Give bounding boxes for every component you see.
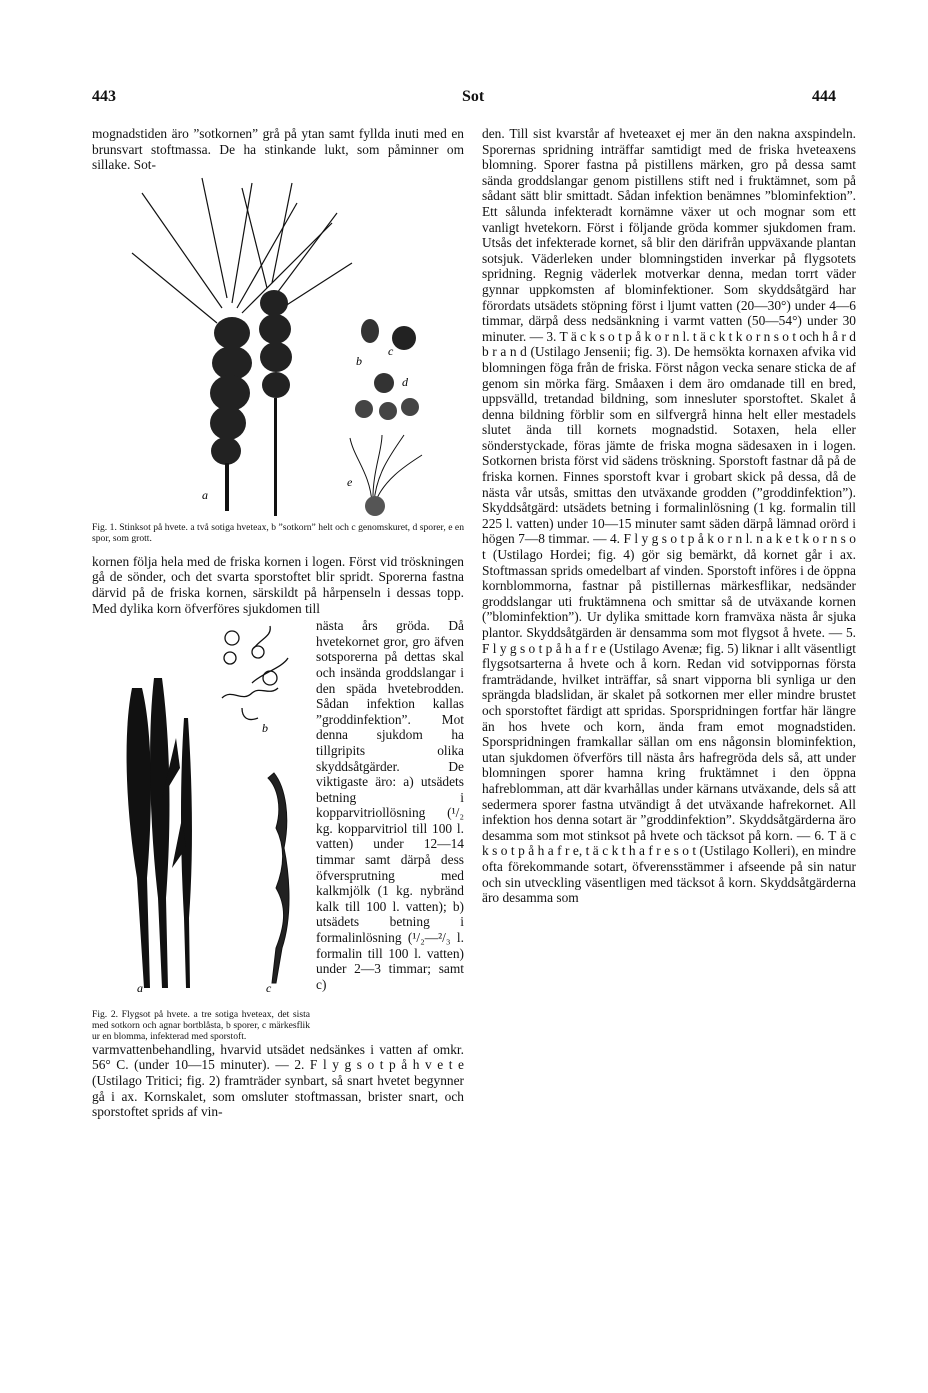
fig2-label-b: b [262,721,268,736]
figure-1-caption: Fig. 1. Stinksot på hvete. a två sotiga hveteax, b ”sotkorn” helt och c genomskuret, d sporer, e en spor, som grott. [92,521,464,544]
left-para-2: kornen följa hela med de friska kornen i logen. Först vid tröskningen gå de sönder, och det svarta sporstoftet blir spridt. Sporerna fastna därvid på de friska kornen, särskildt på hårpenseln i dessas topp. Med dylika korn öfverföres sjukdomen till [92,553,464,616]
right-column [482,126,856,906]
fig2-label-c: c [266,981,272,996]
fig2-label-a: a [137,981,143,996]
fig1-label-d: d [402,374,408,389]
running-title: Sot [462,88,485,105]
left-para-3: varmvattenbehandling, hvarvid utsädet nedsänkes i vatten af omkr. 56° C. (under 10—15 minuter). — 2. F l y g s o t p å h v e t e (Ustilago Tritici; fig. 2) framträder synbart, så snart hvetet begynner gå i ax. Kornskalet, som omsluter stoftmassan, brister snart, och sporstoftet sprids af vin- [92,1041,464,1120]
figure-1 [92,173,464,518]
figure-2 [92,618,310,1042]
figure-2-illustration [92,618,310,1003]
right-column-text: den. Till sist kvarstår af hveteaxet ej mer än den nakna axspindeln. Sporernas spridning inträffar samtidigt med de friska hveteaxens blomning. Sporer fastna på pistillens märken, gro på dessa samt sända groddslangar genom pistillens stift ned i fruktämnet, som på sådant sätt blir smittadt. Sådan infektion benämnes ”blominfektion”. Ett sålunda infekteradt kornämne växer ut och mognar som ett vanligt hvetekorn. Först i följande gröda kommer sjukdomen fram. Utsås det infekterade kornet, så blir den därifrån uppväxande plantan sotsjuk. Väderleken under blomningstiden inverkar på flygsotets spridning. Regnig väderlek motverkar denna, medan torrt väder gynnar uppkomsten af blominfektioner. Som skyddsåtgärd har förordats utsädets stöpning först i ljumt vatten (20—30°) under 4—6 timmar, därpå dess nedsänkning i varmt vatten (50—54°) under 30 minuter. — 3. T ä c k s o t p å k o r n l. t ä c k t k o r n s o t och h å r d b r a n d (Ustilago Jensenii; fig. 3). De hemsökta kornaxen afvika vid blomningen föga från de friska. Först någon vecka senare sticka de af genom sin mörka färg. Småaxen i dem äro omdanade till en bred, uppsvälld, tretandad bildning, som innesluter sporstoftet. Skalet å denna bildning förblir som en silfvergrå hinna helt eller mestadels slutet ända till kornets mognadstid. Sotaxen, hela eller sönderstyckade, föras jämte de friska mogna sädesaxen in i logen. Sotkornen brista först vid sädens tröskning. Sporstoft fastnar då på de friska kornen. Finnes sporstoft kvar i grobart skick på dessa, då de nästa vår utsås, smittas den utväxande grodden (”groddinfektion”). Skyddsåtgärd: utsädets betning i formalinlösning (1 kg. formalin till 225 l. vatten) under 10—15 minuter samt säden därpå lämnad orörd i högen 7—8 timmar. — 4. F l y g s o t p å k o r n l. n a k e t k o r n s o t (Ustilago Hordei; fig. 4) gör sig bemärkt, då kornet går i ax. Stoftmassan sprids omedelbart af vinden. Sporstoft införes i de öppna kornblommorna, fastnar på pistillernas märkesflikar, nedsänder groddslangar uti fruktämnena och smittar så de utväxande kornen (”blominfektion”). Ur dylika smittade korn framväxa nästa år sjuka plantor. Skyddsåtgärden är densamma som mot flygsot å hvete. — 5. F l y g s o t p å h a f r e (Ustilago Avenæ; fig. 5) liknar i allt väsentligt flygsotsarterna å hvete och å korn. Redan vid sotvippornas första framträdande, hvilket inträffar, så snart vipporna bli synliga ur den sprängda bladslidan, är skalet på sotkornen mer eller mindre brustet och sporstoftet färdigt att spridas. Sporspridningen fortfar här längre än hos hvete och korn, ända fram emot mognadstiden. Sporspridningen framkallar sällan om ens någonsin blominfektion, utan sjukdomen öfverförs till nästa års hafregröda dels så, att under blomningen sporer hamna kring fruktämnet i den öppna hafreblomman, att där kvarhållas under kärnans utväxande, dels så att sedermera sporer fastna utvändigt å det utväxande hafrekornet. All infektion hos denna sotart är ”groddinfektion”. Skyddsåtgärderna äro desamma som mot stinksot på hvete och täcksot på korn. — 6. T ä c k s o t p å h a f r e, t ä c k t h a f r e s o t (Ustilago Kolleri), en mindre ofta förekommande sotart, öfverensstämmer i afseende på sin natur och sin utveckling väsentligen med täcksot å korn. Skyddsåtgärderna äro desamma som [482,126,856,906]
fig1-label-a: a [202,487,208,502]
fig1-label-e: e [347,474,353,489]
fig1-label-c: c [388,343,394,358]
left-column [92,126,464,1120]
left-wrap-text: nästa års gröda. Då hvetekornet gror, gro äfven sotsporerna på dettas skal och insända groddslangar i den späda hvetebrodden. Sådan infektion kallas ”groddinfektion”. Mot denna sjukdom ha tillgripits olika skyddsåtgärder. De viktigaste äro: a) utsädets betning i kopparvitriollösning (¹/₂ kg. kopparvitriol till 100 l. vatten) under 12—14 timmar samt därpå dess öfversprutning med kalkmjölk (1 kg. nybränd kalk till 100 l. vatten); b) utsädets betning i formalinlösning (¹/₂—²/₃ l. formalin till 100 l. vatten) under 2—3 timmar; samt c) [316,618,464,992]
fig1-label-b: b [356,353,362,368]
left-para-1: mognadstiden äro ”sotkornen” grå på ytan samt fyllda inuti med en brunsvart stoftmassa. De ha stinkande lukt, som påminner om sillake. Sot- [92,126,464,173]
page-number-right: 444 [812,88,836,105]
figure-2-caption: Fig. 2. Flygsot på hvete. a tre sotiga hveteax, det sista med sotkorn och agnar bortblåsta, b sporer, c märkesflik ur en blomma, infekterad med sporstoft. [92,1008,310,1042]
figure-1-illustration [92,173,464,518]
page-number-left: 443 [92,88,116,105]
